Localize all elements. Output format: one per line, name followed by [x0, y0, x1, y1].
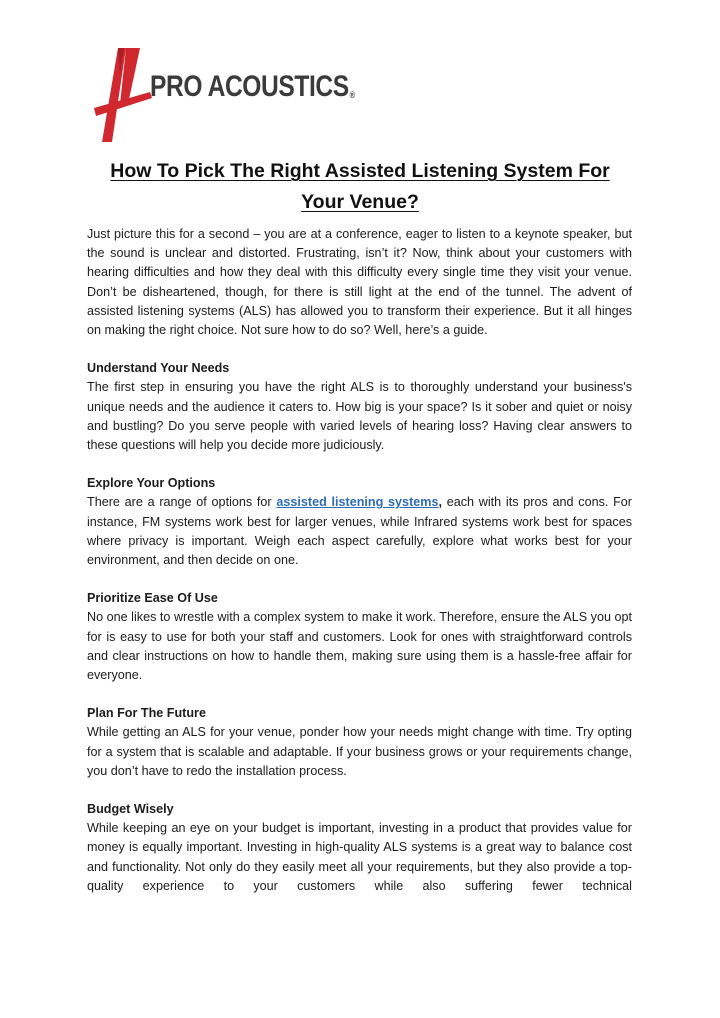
section-body-text: each with its pros and cons. For instance, FM systems work best for larger venues, while Infrared systems work best for spaces where privacy is important. Weigh each aspect carefully, explore what works best for your environment, and then decide on one. — [87, 495, 633, 568]
section-ease-of-use — [87, 589, 632, 685]
section-heading: Prioritize Ease Of Use — [87, 591, 218, 606]
logo-brand-text: PRO ACOUSTICS® — [150, 70, 355, 103]
registered-mark: ® — [349, 90, 355, 100]
section-body: The first step in ensuring you have the right ALS is to thoroughly understand your business's unique needs and the audience it caters to. How big is your space? Is it sober and quiet or noisy and bustling? Do you serve people with varied levels of hearing loss? Having clear answers to these questions will help you decide more judiciously. — [87, 380, 632, 453]
section-body: No one likes to wrestle with a complex system to make it work. Therefore, ensure the ALS you opt for is easy to use for both your staff and customers. Look for ones with straightforward controls and clear instructions on how to handle them, making sure using them is a hassle-free affair for everyone. — [87, 610, 632, 683]
section-budget-wisely — [87, 800, 632, 896]
pro-acoustics-logo-mark-icon — [88, 44, 158, 144]
section-heading: Explore Your Options — [87, 476, 216, 491]
section-heading: Plan For The Future — [87, 706, 206, 721]
section-heading: Budget Wisely — [87, 802, 174, 817]
section-body — [87, 493, 632, 570]
section-heading: Understand Your Needs — [87, 361, 230, 376]
section-body-text: There are a range of options for — [87, 495, 277, 510]
intro-paragraph: Just picture this for a second – you are at a conference, eager to listen to a keynote speaker, but the sound is unclear and distorted. Frustrating, isn’t it? Now, think about your customers with hearing difficulties and how they deal with this difficulty every single time they visit your venue. Don’t be disheartened, though, for there is still light at the end of the tunnel. The advent of assisted listening systems (ALS) has allowed you to transform their experience. But it all hinges on making the right choice. Not sure how to do so? Well, here’s a guide. — [87, 227, 632, 338]
pro-acoustics-logo[interactable] — [88, 44, 355, 144]
section-explore-options — [87, 474, 632, 570]
section-understand-needs — [87, 359, 632, 455]
link-comma: , — [438, 495, 442, 510]
article-body — [87, 225, 632, 915]
section-body: While getting an ALS for your venue, ponder how your needs might change with time. Try opting for a system that is scalable and adaptable. If your business grows or your requirements change, you don’t have to redo the installation process. — [87, 725, 632, 778]
section-plan-future — [87, 704, 632, 781]
assisted-listening-systems-link[interactable]: assisted listening systems — [276, 495, 439, 510]
section-body: While keeping an eye on your budget is important, investing in a product that provides value for money is equally important. Investing in high-quality ALS systems is a great way to balance cost and functionality. Not only do they easily meet all your requirements, but they also provide a top-quality experience to your customers while also suffering fewer technical — [87, 821, 632, 893]
page-title: How To Pick The Right Assisted Listening System For Your Venue? — [110, 160, 610, 214]
